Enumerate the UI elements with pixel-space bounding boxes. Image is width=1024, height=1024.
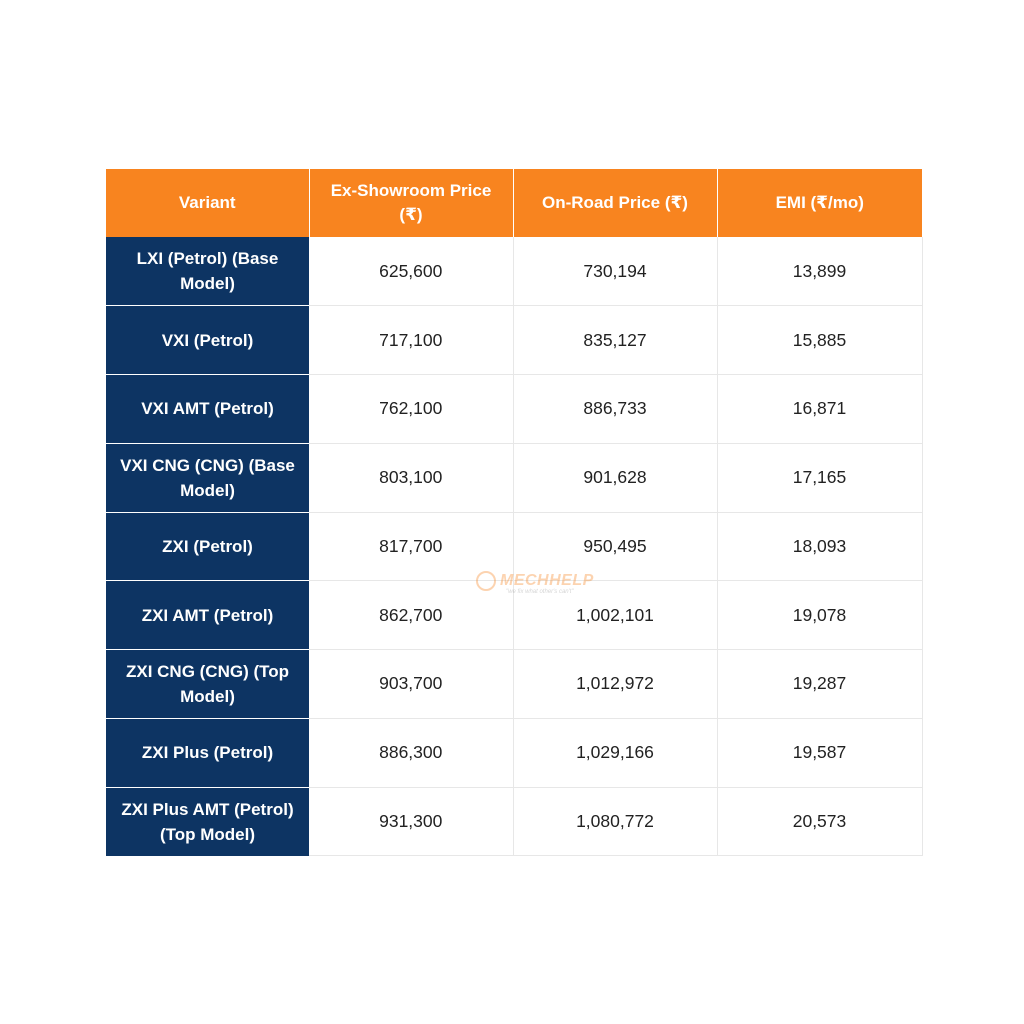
table-row	[106, 443, 922, 512]
on-road-cell: 1,080,772	[513, 787, 717, 856]
ex-showroom-cell: 903,700	[309, 650, 513, 719]
emi-cell: 20,573	[717, 787, 922, 856]
emi-cell: 19,587	[717, 718, 922, 787]
watermark-tagline: "we fix what other's can't"	[506, 589, 574, 595]
header-row	[106, 169, 922, 237]
ex-showroom-cell: 625,600	[309, 237, 513, 306]
emi-cell: 19,287	[717, 650, 922, 719]
emi-cell: 13,899	[717, 237, 922, 306]
table-row	[106, 306, 922, 375]
variant-cell: ZXI Plus AMT (Petrol) (Top Model)	[106, 787, 309, 856]
column-header-variant: Variant	[106, 169, 309, 237]
ex-showroom-cell: 817,700	[309, 512, 513, 581]
variant-cell: ZXI CNG (CNG) (Top Model)	[106, 650, 309, 719]
on-road-cell: 1,012,972	[513, 650, 717, 719]
variant-cell: ZXI Plus (Petrol)	[106, 718, 309, 787]
emi-cell: 16,871	[717, 375, 922, 444]
on-road-cell: 901,628	[513, 443, 717, 512]
table-row	[106, 787, 922, 856]
variant-cell: ZXI (Petrol)	[106, 512, 309, 581]
watermark-brand: MECHHELP	[500, 572, 594, 590]
column-header-on-road: On-Road Price (₹)	[513, 169, 717, 237]
variant-cell: VXI CNG (CNG) (Base Model)	[106, 443, 309, 512]
price-table-container	[106, 169, 922, 856]
price-table	[106, 169, 923, 856]
on-road-cell: 1,002,101	[513, 581, 717, 650]
column-header-emi: EMI (₹/mo)	[717, 169, 922, 237]
variant-cell: VXI AMT (Petrol)	[106, 375, 309, 444]
column-header-ex-showroom: Ex-Showroom Price (₹)	[309, 169, 513, 237]
ex-showroom-cell: 862,700	[309, 581, 513, 650]
emi-cell: 19,078	[717, 581, 922, 650]
on-road-cell: 950,495	[513, 512, 717, 581]
variant-cell: VXI (Petrol)	[106, 306, 309, 375]
variant-cell: LXI (Petrol) (Base Model)	[106, 237, 309, 306]
emi-cell: 17,165	[717, 443, 922, 512]
ex-showroom-cell: 762,100	[309, 375, 513, 444]
ex-showroom-cell: 803,100	[309, 443, 513, 512]
table-row	[106, 375, 922, 444]
on-road-cell: 730,194	[513, 237, 717, 306]
ex-showroom-cell: 717,100	[309, 306, 513, 375]
ex-showroom-cell: 931,300	[309, 787, 513, 856]
table-row	[106, 512, 922, 581]
table-row	[106, 237, 922, 306]
ex-showroom-cell: 886,300	[309, 718, 513, 787]
on-road-cell: 886,733	[513, 375, 717, 444]
table-row	[106, 650, 922, 719]
table-row	[106, 718, 922, 787]
on-road-cell: 835,127	[513, 306, 717, 375]
table-row	[106, 581, 922, 650]
on-road-cell: 1,029,166	[513, 718, 717, 787]
emi-cell: 18,093	[717, 512, 922, 581]
emi-cell: 15,885	[717, 306, 922, 375]
variant-cell: ZXI AMT (Petrol)	[106, 581, 309, 650]
